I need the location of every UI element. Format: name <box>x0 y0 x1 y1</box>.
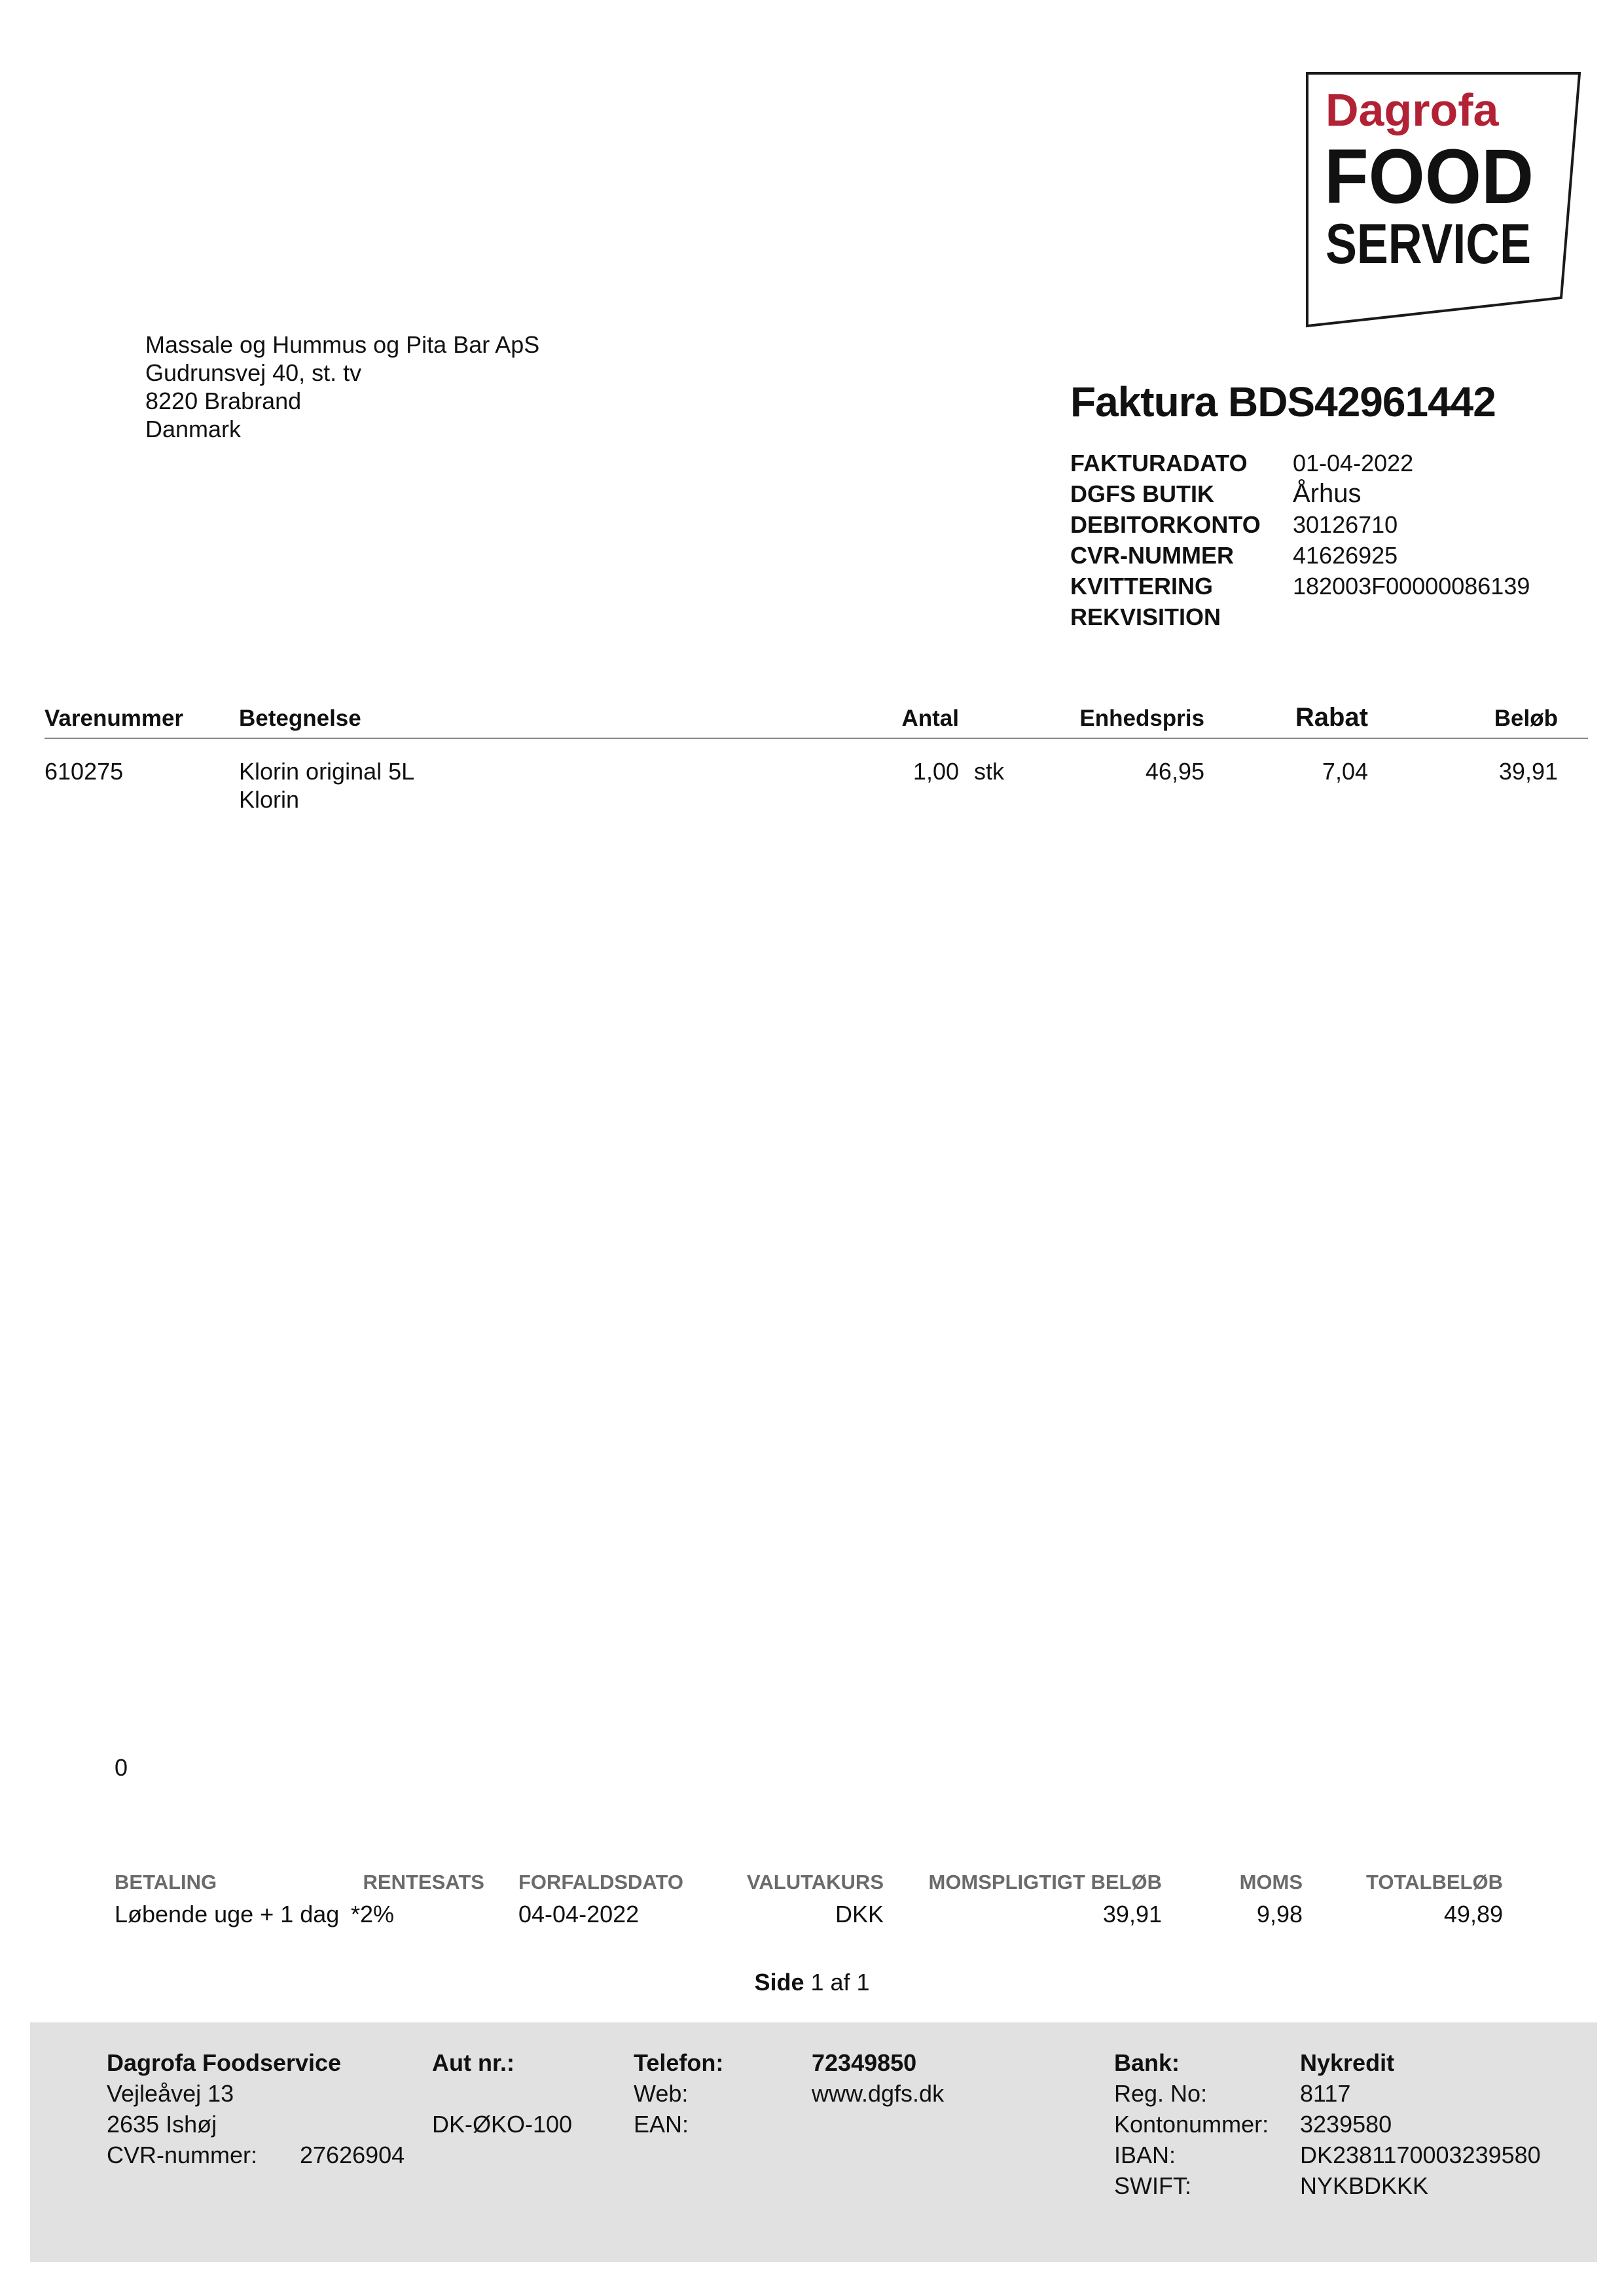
meta-value: 182003F00000086139 <box>1293 573 1530 600</box>
cell-varenummer: 610275 <box>45 758 124 785</box>
ph-forfaldsdato: FORFALDSDATO <box>518 1871 684 1893</box>
ph-momspligtigt: MOMSPLIGTIGT BELØB <box>928 1871 1162 1893</box>
footer <box>30 2022 1597 2262</box>
th-varenummer: Varenummer <box>45 706 184 731</box>
footer-company: Dagrofa Foodservice <box>107 2049 342 2076</box>
footer-cvr-value: 27626904 <box>300 2142 405 2168</box>
recipient-city: 8220 Brabrand <box>145 387 302 414</box>
footer-swift-value: NYKBDKKK <box>1300 2172 1429 2199</box>
footer-bank-value: Nykredit <box>1300 2049 1395 2076</box>
table-header-divider <box>45 738 1588 739</box>
footer-konto-value: 3239580 <box>1300 2111 1392 2138</box>
cell-betegnelse-sub: Klorin <box>239 786 300 813</box>
pv-betaling: Løbende uge + 1 dag <box>115 1901 340 1928</box>
th-beloeb: Beløb <box>1494 706 1558 731</box>
footer-konto-label: Kontonummer: <box>1114 2111 1269 2138</box>
page-label: Side <box>754 1969 804 1996</box>
meta-label: DEBITORKONTO <box>1070 511 1261 538</box>
recipient-country: Danmark <box>145 416 242 442</box>
logo-brand: Dagrofa <box>1326 84 1499 135</box>
meta-label: DGFS BUTIK <box>1070 480 1214 507</box>
dagrofa-logo <box>1306 72 1581 329</box>
logo-line2: SERVICE <box>1326 213 1531 276</box>
th-antal: Antal <box>901 706 959 731</box>
logo-line1: FOOD <box>1324 134 1534 220</box>
pv-total: 49,89 <box>1443 1901 1503 1928</box>
note-text: 0 <box>115 1754 128 1781</box>
meta-label: FAKTURADATO <box>1070 450 1248 476</box>
pv-forfaldsdato: 04-04-2022 <box>518 1901 640 1928</box>
meta-value: 01-04-2022 <box>1293 450 1414 476</box>
invoice-meta <box>1070 448 1530 632</box>
footer-reg-label: Reg. No: <box>1114 2080 1208 2107</box>
cell-antal: 1,00 <box>912 758 959 785</box>
pv-valutakurs: DKK <box>835 1901 884 1928</box>
meta-row-butik <box>1070 478 1530 509</box>
th-enhedspris: Enhedspris <box>1079 706 1204 731</box>
footer-iban-value: DK2381170003239580 <box>1300 2142 1541 2168</box>
meta-label: REKVISITION <box>1070 603 1221 630</box>
footer-telefon-value: 72349850 <box>812 2049 917 2076</box>
pv-rentesats: *2% <box>351 1901 395 1928</box>
footer-aut-value: DK-ØKO-100 <box>432 2111 573 2138</box>
pv-moms: 9,98 <box>1256 1901 1303 1928</box>
recipient-name: Massale og Hummus og Pita Bar ApS <box>145 331 540 358</box>
recipient-address <box>145 331 539 443</box>
ph-moms: MOMS <box>1239 1871 1303 1893</box>
meta-label: KVITTERING <box>1070 573 1214 600</box>
footer-street: Vejleåvej 13 <box>107 2080 234 2107</box>
cell-rabat: 7,04 <box>1322 758 1368 785</box>
th-rabat: Rabat <box>1295 703 1368 732</box>
footer-web-value: www.dgfs.dk <box>812 2080 945 2107</box>
footer-telefon-label: Telefon: <box>634 2049 724 2076</box>
meta-row-cvr <box>1070 540 1530 571</box>
ph-valutakurs: VALUTAKURS <box>747 1871 884 1893</box>
meta-row-fakturadato <box>1070 448 1530 478</box>
footer-bank-label: Bank: <box>1114 2049 1180 2076</box>
meta-row-kvittering <box>1070 571 1530 601</box>
meta-value: 41626925 <box>1293 542 1398 569</box>
logo-graphic <box>1306 72 1581 329</box>
page-count: 1 af 1 <box>810 1969 870 1996</box>
recipient-street: Gudrunsvej 40, st. tv <box>145 359 362 386</box>
page-indicator <box>0 1969 1624 1996</box>
footer-ean-label: EAN: <box>634 2111 689 2138</box>
meta-label: CVR-NUMMER <box>1070 542 1234 569</box>
cell-betegnelse: Klorin original 5L <box>239 758 415 785</box>
ph-betaling: BETALING <box>115 1871 217 1893</box>
footer-iban-label: IBAN: <box>1114 2142 1176 2168</box>
pv-momspligtigt: 39,91 <box>1102 1901 1162 1928</box>
footer-city: 2635 Ishøj <box>107 2111 217 2138</box>
cell-enhed: stk <box>974 758 1005 785</box>
meta-value: 30126710 <box>1293 511 1398 538</box>
ph-rentesats: RENTESATS <box>363 1871 484 1893</box>
footer-aut-label: Aut nr.: <box>432 2049 514 2076</box>
th-betegnelse: Betegnelse <box>239 706 361 731</box>
footer-reg-value: 8117 <box>1300 2080 1351 2107</box>
cell-enhedspris: 46,95 <box>1145 758 1204 785</box>
footer-cvr-label: CVR-nummer: <box>107 2142 258 2168</box>
ph-total: TOTALBELØB <box>1366 1871 1503 1893</box>
meta-row-rekvisition <box>1070 601 1530 632</box>
cell-beloeb: 39,91 <box>1498 758 1558 785</box>
footer-swift-label: SWIFT: <box>1114 2172 1191 2199</box>
table-row <box>0 758 1624 823</box>
meta-value: Århus <box>1293 479 1362 508</box>
footer-web-label: Web: <box>634 2080 689 2107</box>
invoice-title: Faktura BDS42961442 <box>1070 378 1496 425</box>
meta-row-debitorkonto <box>1070 509 1530 540</box>
